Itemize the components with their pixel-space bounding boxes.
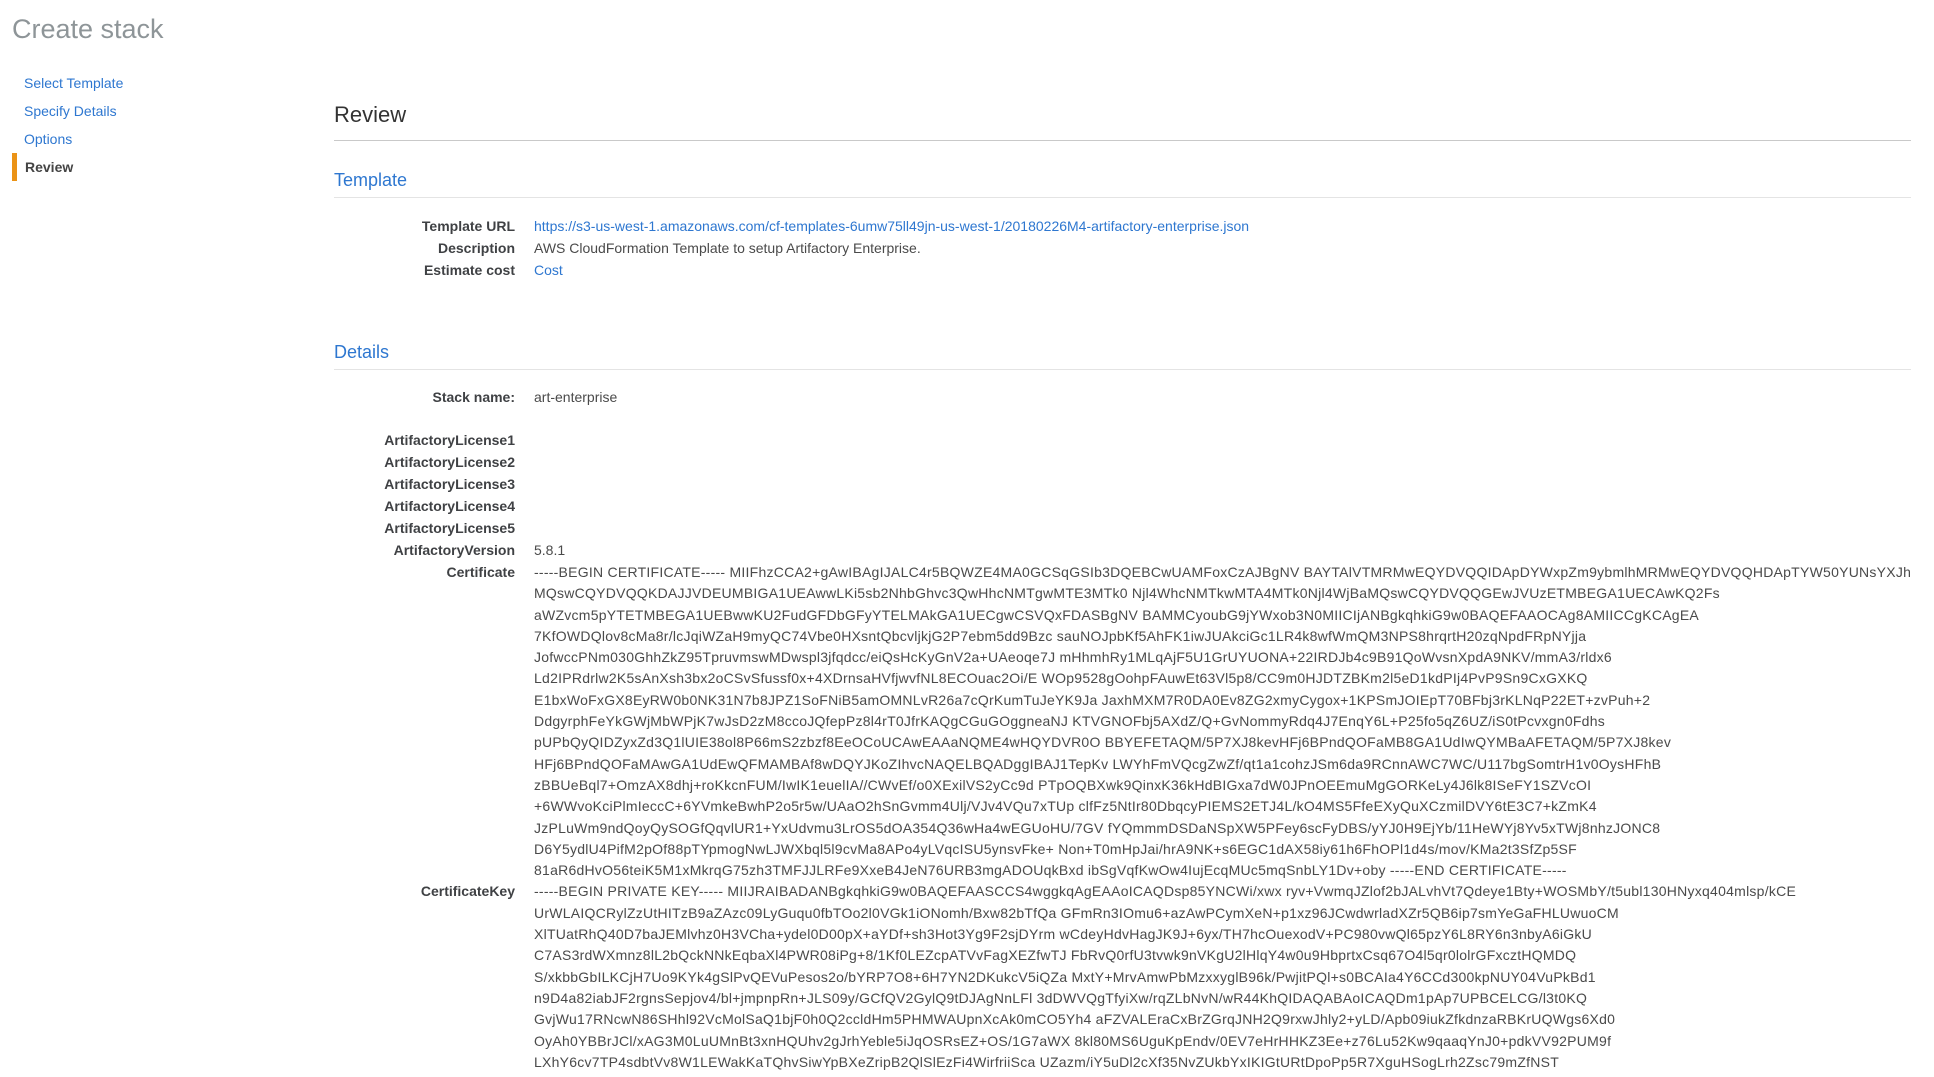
create-stack-wizard — [0, 45, 1912, 1077]
template-section-divider — [334, 197, 1911, 198]
wizard-step-list — [12, 69, 334, 181]
template-section — [334, 170, 1911, 281]
artifactory-license2-label: ArtifactoryLicense2 — [384, 454, 515, 470]
certificate-row — [334, 562, 1911, 881]
stack-name-label: Stack name: — [432, 389, 515, 405]
parameter-row — [334, 540, 1911, 562]
details-section-heading: Details — [334, 342, 390, 362]
estimate-cost-label: Estimate cost — [423, 262, 515, 278]
details-section — [334, 342, 1911, 1077]
artifactory-version-value: 5.8.1 — [534, 542, 566, 558]
section-spacer — [334, 281, 1911, 313]
parameter-row — [334, 496, 1911, 518]
artifactory-license3-label: ArtifactoryLicense3 — [384, 476, 515, 492]
parameter-row — [334, 430, 1911, 452]
estimate-cost-row — [334, 259, 1911, 281]
page-title: Create stack — [12, 14, 164, 44]
sidebar-item-options[interactable]: Options — [24, 131, 73, 147]
sidebar-item-select-template[interactable]: Select Template — [24, 75, 124, 91]
review-heading: Review — [334, 102, 407, 127]
description-row — [334, 237, 1911, 259]
details-rows — [334, 387, 1911, 1073]
certificate-key-row — [334, 881, 1911, 1073]
template-section-heading: Template — [334, 170, 408, 190]
parameters-group — [334, 430, 1911, 562]
artifactory-license1-label: ArtifactoryLicense1 — [384, 432, 515, 448]
artifactory-version-label: ArtifactoryVersion — [393, 542, 515, 558]
certificate-key-label: CertificateKey — [420, 883, 515, 900]
template-url-row — [334, 215, 1911, 237]
certificate-label: Certificate — [446, 564, 515, 580]
artifactory-license4-label: ArtifactoryLicense4 — [384, 498, 515, 514]
review-heading-divider — [334, 140, 1911, 141]
description-label: Description — [437, 240, 515, 256]
parameter-row — [334, 518, 1911, 540]
stack-name-value: art-enterprise — [534, 389, 618, 405]
certificate-value: -----BEGIN CERTIFICATE----- MIIFhzCCA2+gAwIBAgIJALC4r5BQWZE4MA0GCSqGSIb3DQEBCwUAMFoxCzAJBgNV BAYTAlVTMRMwEQYDVQQIDApDYWxpZm9ybmlhMRMwEQYDVQQHDApTYW50YUNsYXJh MQswCQYDVQQKDAJJVDEUMBIGA1UEAwwLKi5sb2NhbGhvc3QwHhcNMTgwMTE3MTk0 Njl4WhcNMTkwMTA4MTk0Njl4WjBaMQswCQYDVQQGEwJVUzETMBEGA1UECAwKQ2Fs aWZvcm5pYTETMBEGA1UEBwwKU2FudGFDbGFyYTELMAkGA1UECgwCSVQxFDASBgNV BAMMCyoubG9jYWxob3N0MIICIjANBgkqhkiG9w0BAQEFAAOCAg8AMIICCgKCAgEA 7KfOWDQlov8cMa8r/lcJqiWZaH9myQC74Vbe0HXsntQbcvljkjG2P7ebm5dd9Bzc sauNOJpbKf5AhFK1iwJUAkciGc1LR4k8wfWmQM3NPS8hrqrtH20zqNpdFRpNYjja JofwccPNm030GhhZkZ95TpruvmswMDwspl3jfqdcc/eiQsHcKyGnV2a+UAeoqe7J mHhmhRy1MLqAjF5U1GrUYUONA+22IRDJb4c9B91QoWvsnXpdA9NKV/mmA3/rldx6 Ld2IPRdrlw2K5sAnXsh3bx2oCSvSfussf0x+4XDrnsaHVfjwvfNL8ECOuac2Oi/E WOp9528gOohpFAuwEt63Vl5p8/CC9m0HJDTZBKm2l5eD1kdPIj4PvP9Sn9CxGXKQ E1bxWoFxGX8EyRW0b0NK31N7b8JPZ1SoFNiB5amOMNLvR26a7cQrKumTuJeYK9Ja JaxhMXM7R0DA0Ev8ZG2xmyCygox+1KPSmJOIEpT70BFbj3rKLNqP22ET+zvPuh+2 DdgyrphFeYkGWjMbWPjK7wJsD2zM8ccoJQfepPz8l4rT0JfrKAQgCGuGOggneaNJ KTVGNOFbj5AXdZ/Q+GvNommyRdq4J7EnqY6L+P25fo5qZ6UZ/iS0tPcvxgn0Fdhs pUPbQyQIDZyxZd3Q1lUIE38ol8P66mS2zbzf8EeOCoUCAwEAAaNQME4wHQYDVR0O BBYEFETAQM/5P7XJ8kevHFj6BPndQOFaMB8GA1UdIwQYMBaAFETAQM/5P7XJ8kev HFj6BPndQOFaMAwGA1UdEwQFMAMBAf8wDQYJKoZIhvcNAQELBQADggIBAJ1TepKv LWYhFmVQcgZwZf/qt1a1cohzJSm6da9RCnnAWC7WC/U117bgSomtrH1v0OysHFhB zBBUeBql7+OmzAX8dhj+roKkcnFUM/IwIK1euelIA//CWvEf/o0XExilVS2yCc9d PTpOQBXwk9QinxK36kHdBIGxa7dW0JPnOEEmuMgGORKeLy4J6lk8ISeFY1SZVcOI +6WWvoKciPlmIeccC+6YVmkeBwhP2o5r5w/UAaO2hSnGvmm4Ulj/VJv4VQu7xTUp clfFz5NtIr80DbqcyPIEMS2ETJ4L/kO4MS5FfeEXyQuXCzmilDVY6tE3C7+kZmK4 JzPLuWm9ndQoyQySOGfQqvlUR1+YxUdvmu3LrOS5dOA354Q36wHa4wEGUoHU/7GV fYQmmmDSDaNSpXW5PFey6scFyDBS/yYJ0H9EjYb/11HeWYj8Yv5xTWj8nhzJONC8 D6Y5ydlU4PifM2pOf88pTYpmogNwLJWXbql5l9cvMa8APo4yLVqcISU5ynsvFke+ Non+T0mHpJai/hrA9NK+s6EGC1dAX58iy61h6FhOPl1d4s/mov/KMa2t3SfZp5SF 81aR6dHvO56teiK5M1xMkrqG75zh3TMFJJLRFe9XxeB4JeN76URB3mgADOUqkBxd ibSgVqfKwOw4IujEcqMUc5mqSnbLY1Dv+oby -----END CERTIFICATE----- — [534, 564, 1912, 879]
parameter-row — [334, 452, 1911, 474]
sidebar-item-review: Review — [12, 153, 334, 181]
sidebar-item-specify-details[interactable]: Specify Details — [24, 103, 117, 119]
artifactory-license5-label: ArtifactoryLicense5 — [384, 520, 515, 536]
review-pane — [334, 45, 1934, 1077]
stack-name-row — [334, 387, 1911, 409]
template-url-link[interactable]: https://s3-us-west-1.amazonaws.com/cf-templates-6umw75ll49jn-us-west-1/20180226M4-artifactory-enterprise.json — [534, 218, 1250, 234]
estimate-cost-link[interactable]: Cost — [534, 262, 563, 278]
parameter-row — [334, 474, 1911, 496]
description-value: AWS CloudFormation Template to setup Artifactory Enterprise. — [534, 240, 921, 256]
wizard-steps-sidebar — [0, 45, 334, 181]
template-url-label: Template URL — [421, 218, 515, 234]
certificate-key-value: -----BEGIN PRIVATE KEY----- MIIJRAIBADANBgkqhkiG9w0BAQEFAASCCS4wggkqAgEAAoICAQDsp85YNCWi/xwx ryv+VwmqJZlof2bJALvhVt7Qdeye1Bty+WOSMbY/t5ubl130HNyxq404mlsp/kCE UrWLAIQCRylZzUtHITzB9aZAzc09LyGuqu0fbTOo2l0VGk1iONomh/Bxw82bTfQa GFmRn3IOmu6+azAwPCymXeN+p1xz96JCwdwrladXZr5QB6ip7smYeGaFHLUwuoCM XlTUatRhQ40D7baJEMlvhz0H3VCha+ydel0D00pX+aYDf+sh3Hot3Yg9F2sjDYrm wCdeyHdvHagJK9J+6yx/TH7hcOuexodV+PC980vwQl65pzY6L8RY6n3nbyA6iGkU C7AS3rdWXmnz8lL2bQckNNkEqbaXl4PWR08iPg+8/1Kf0LEZcpATVvFagXEZfwTJ FbRvQ0rfU3tvwk9nVKgU2lHlqY4w0u9HbprtxCsq67O4l5qr0lolrGFxcztHQMDQ S/xkbbGbILKCjH7Uo9KYk4gSlPvQEVuPesos2o/bYRP7O8+6H7YN2DKukcV5iQZa MxtY+MrvAmwPbMzxxyglB96k/PwjitPQl+s0BCAIa4Y6CCd300kpNUY04VuPkBd1 n9D4a82iabJF2rgnsSepjov4/bl+jmpnpRn+JLS09y/GCfQV2GylQ9tDJAgNnLFl 3dDWVQgTfyiXw/rqZLbNvN/wR44KhQIDAQABAoICAQDm1pAp7UPBCELCG/l3t0KQ GvjWu17RNcwN86SHhl92VcMolSaQ1bjF0h0Q2ccldHm5PHMWAUpnXcAk0mCO5Yh4 aFZVALEraCxBrZGrqJNH2Q9rxwJhly2+yLD/Apb09iukZfkdnzaRBKrUQWgs6Xd0 OyAh0YBBrJCl/xAG3M0LuUMnBt3xnHQUhv2gJrhYeble5iJqOSRsEZ+OS/1G7aWX 8kl80MS6UguKpEndv/0EV7eHrHHKZ3Ee+z76Lu52Kw9qaaqYnJ0+pdkVV92PUM9f LXhY6cv7TP4sdbtVv8W1LEWakKaTQhvSiwYpBXeZripB2QlSlEzFi4WirfriiSca UZazm/iY5uDl2cXf35NvZUkbYxIKIGtURtDpoPp5R7XguHSogLrh2Zsc79mZfNST — [534, 883, 1797, 1070]
details-section-divider — [334, 369, 1911, 370]
